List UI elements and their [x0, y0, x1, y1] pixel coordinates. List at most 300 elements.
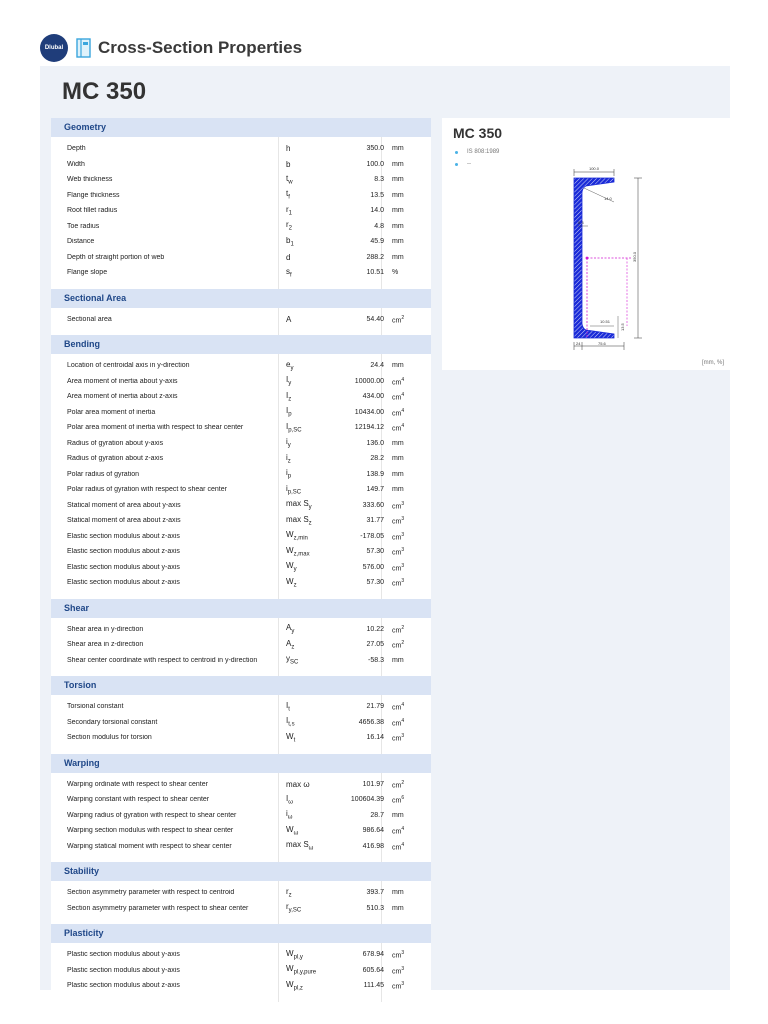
symbol-subscript: z — [288, 892, 292, 899]
property-description: Location of centroidal axis in y-direction — [67, 362, 190, 370]
property-symbol — [281, 732, 332, 744]
symbol-main: max ω — [286, 779, 310, 789]
unit-main: cm — [392, 983, 402, 991]
unit-main: mm — [392, 455, 404, 463]
dlubal-logo — [40, 34, 68, 62]
symbol-subscript: ω — [308, 846, 314, 853]
section-body — [51, 943, 431, 1002]
symbol-main: b — [286, 235, 291, 245]
property-description: Elastic section modulus about y-axis — [67, 563, 180, 571]
property-description: Section asymmetry parameter with respect to centroid — [67, 889, 235, 897]
property-value: 136.0 — [366, 439, 384, 447]
symbol-main: W — [286, 731, 294, 741]
property-symbol — [281, 780, 332, 789]
unit-main: mm — [392, 222, 404, 230]
section-header: Warping — [51, 754, 431, 773]
unit-superscript: 2 — [401, 624, 405, 631]
symbol-subscript: y — [308, 505, 312, 512]
property-value: 576.00 — [362, 563, 384, 571]
property-unit — [390, 362, 422, 369]
property-row — [51, 157, 431, 173]
symbol-main: I — [286, 421, 289, 431]
property-description: Warping section modulus with respect to shear center — [67, 827, 234, 835]
section-body — [51, 618, 431, 677]
property-row — [51, 482, 431, 498]
property-symbol — [281, 623, 332, 635]
unit-superscript: 3 — [401, 531, 405, 538]
property-row — [51, 715, 431, 731]
property-unit — [390, 223, 422, 230]
cross-section-drawing — [562, 166, 662, 356]
symbol-subscript: 2 — [288, 226, 293, 233]
property-symbol — [281, 160, 332, 169]
property-description: Toe radius — [67, 222, 100, 230]
preview-info-item: -- — [455, 158, 499, 170]
property-unit — [390, 423, 422, 432]
unit-main: cm — [392, 967, 402, 975]
section-body — [51, 773, 431, 863]
property-value: 13.5 — [370, 191, 384, 199]
property-description: Polar radius of gyration with respect to shear center — [67, 486, 227, 494]
symbol-main: s — [286, 266, 290, 276]
unit-main: mm — [392, 656, 404, 664]
symbol-subscript: p,SC — [287, 489, 302, 496]
property-symbol — [281, 515, 332, 527]
property-unit — [390, 733, 422, 742]
property-unit — [390, 657, 422, 664]
unit-main: cm — [392, 316, 402, 324]
symbol-subscript: z — [293, 582, 297, 589]
property-symbol — [281, 236, 332, 248]
property-row — [51, 792, 431, 808]
property-unit — [390, 578, 422, 587]
property-description: Torsional constant — [67, 703, 124, 711]
property-unit — [390, 905, 422, 912]
property-description: Polar radius of gyration — [67, 470, 139, 478]
unit-main: cm — [392, 425, 402, 433]
header — [40, 32, 302, 64]
unit-main: cm — [392, 642, 402, 650]
unit-superscript: 4 — [401, 407, 405, 414]
unit-superscript: 2 — [401, 314, 405, 321]
property-row — [51, 498, 431, 514]
property-description: Depth — [67, 145, 86, 153]
property-description: Area moment of inertia about z-axis — [67, 393, 178, 401]
property-row — [51, 234, 431, 250]
dim-left: 24 — [576, 341, 581, 346]
property-value: 605.64 — [362, 966, 384, 974]
symbol-subscript: y,SC — [288, 908, 302, 915]
property-value: 57.30 — [366, 579, 384, 587]
property-row — [51, 451, 431, 467]
preview-title: MC 350 — [453, 125, 503, 141]
property-row — [51, 420, 431, 436]
symbol-subscript: y — [287, 443, 291, 450]
property-row — [51, 374, 431, 390]
unit-main: cm — [392, 719, 402, 727]
symbol-subscript: f — [288, 195, 290, 202]
unit-superscript: 3 — [401, 562, 405, 569]
symbol-main: h — [286, 144, 291, 154]
symbol-subscript: z — [308, 520, 312, 527]
property-symbol — [281, 980, 332, 992]
property-description: Flange slope — [67, 269, 108, 277]
property-symbol — [281, 949, 332, 961]
symbol-subscript: f — [290, 272, 292, 279]
symbol-main: e — [286, 359, 291, 369]
property-unit — [390, 842, 422, 851]
symbol-main: I — [286, 793, 289, 803]
symbol-main: t — [286, 189, 289, 199]
property-value: 100604.39 — [350, 796, 384, 804]
property-value: -178.05 — [360, 532, 384, 540]
property-row — [51, 219, 431, 235]
property-value: 54.40 — [366, 315, 384, 323]
dim-flange: 14.0 — [604, 196, 612, 201]
unit-main: cm — [392, 533, 402, 541]
unit-main: cm — [392, 394, 402, 402]
property-row — [51, 560, 431, 576]
unit-main: mm — [392, 470, 404, 478]
content-panel — [40, 66, 730, 990]
property-unit — [390, 392, 422, 401]
dim-ey: 75.6 — [598, 341, 606, 346]
symbol-subscript: z,min — [293, 536, 308, 543]
symbol-subscript: 1 — [290, 241, 294, 248]
property-unit — [390, 455, 422, 462]
property-symbol — [281, 422, 332, 434]
symbol-main: i — [286, 437, 288, 447]
property-row — [51, 188, 431, 204]
property-value: 10000.00 — [354, 377, 384, 385]
property-value: 100.0 — [366, 160, 384, 168]
property-row — [51, 839, 431, 855]
property-description: Area moment of inertia about y-axis — [67, 377, 178, 385]
section-body — [51, 695, 431, 754]
symbol-main: W — [286, 576, 294, 586]
symbol-main: W — [286, 545, 294, 555]
symbol-subscript: z — [287, 458, 291, 465]
property-symbol — [281, 840, 332, 852]
symbol-main: W — [286, 824, 294, 834]
property-unit — [390, 950, 422, 959]
unit-main: cm — [392, 735, 402, 743]
property-row — [51, 513, 431, 529]
symbol-subscript: p,SC — [288, 427, 302, 434]
section-header: Sectional Area — [51, 289, 431, 308]
symbol-subscript: ω — [293, 830, 299, 837]
symbol-main: i — [286, 468, 288, 478]
property-unit — [390, 176, 422, 183]
symbol-subscript: p — [288, 412, 292, 419]
property-value: 28.7 — [370, 811, 384, 819]
symbol-main: d — [286, 252, 291, 262]
property-symbol — [281, 546, 332, 558]
unit-superscript: 3 — [401, 500, 405, 507]
property-row — [51, 203, 431, 219]
property-row — [51, 730, 431, 746]
property-row — [51, 544, 431, 560]
property-description: Width — [67, 160, 85, 168]
symbol-main: W — [286, 561, 294, 571]
symbol-main: W — [286, 964, 294, 974]
unit-superscript: 4 — [401, 392, 405, 399]
property-unit — [390, 486, 422, 493]
symbol-main: I — [286, 716, 289, 726]
property-unit — [390, 718, 422, 727]
property-row — [51, 529, 431, 545]
property-unit — [390, 812, 422, 819]
property-symbol — [281, 825, 332, 837]
property-unit — [390, 254, 422, 261]
property-value: 350.0 — [366, 145, 384, 153]
property-description: Elastic section modulus about z-axis — [67, 579, 180, 587]
property-row — [51, 978, 431, 994]
unit-main: cm — [392, 828, 402, 836]
property-symbol — [281, 391, 332, 403]
property-row — [51, 575, 431, 591]
symbol-main: I — [286, 700, 289, 710]
symbol-main: i — [286, 483, 288, 493]
unit-main: cm — [392, 952, 402, 960]
unit-superscript: 4 — [401, 423, 405, 430]
property-unit — [390, 377, 422, 386]
property-value: 986.64 — [362, 827, 384, 835]
property-description: Web thickness — [67, 176, 113, 184]
property-value: 10434.00 — [354, 408, 384, 416]
section-header: Geometry — [51, 118, 431, 137]
symbol-subscript: z — [291, 644, 295, 651]
property-unit — [390, 192, 422, 199]
property-unit — [390, 315, 422, 324]
units-label: [mm, %] — [702, 360, 724, 366]
property-row — [51, 358, 431, 374]
dim-height: 350.0 — [632, 251, 637, 262]
unit-main: cm — [392, 580, 402, 588]
symbol-main: I — [286, 375, 289, 385]
property-description: Radius of gyration about z-axis — [67, 455, 164, 463]
symbol-subscript: z — [288, 396, 292, 403]
symbol-subscript: t,s — [288, 722, 295, 729]
property-value: 416.98 — [362, 842, 384, 850]
property-symbol — [281, 453, 332, 465]
property-value: 21.79 — [366, 703, 384, 711]
property-value: 24.4 — [370, 362, 384, 370]
unit-main: mm — [392, 486, 404, 494]
property-description: Root fillet radius — [67, 207, 118, 215]
property-row — [51, 405, 431, 421]
section-header: Stability — [51, 862, 431, 881]
property-symbol — [281, 530, 332, 542]
property-symbol — [281, 499, 332, 511]
property-row — [51, 622, 431, 638]
property-symbol — [281, 360, 332, 372]
symbol-subscript: t — [288, 706, 290, 713]
unit-main: cm — [392, 409, 402, 417]
property-value: 4656.38 — [358, 718, 384, 726]
property-value: 4.8 — [374, 222, 384, 230]
unit-main: mm — [392, 904, 404, 912]
property-value: 57.30 — [366, 548, 384, 556]
property-value: 393.7 — [366, 889, 384, 897]
page-title: MC 350 — [62, 78, 147, 105]
property-description: Sectional area — [67, 315, 112, 323]
unit-superscript: 2 — [401, 640, 405, 647]
property-row — [51, 250, 431, 266]
unit-main: cm — [392, 781, 402, 789]
property-value: 31.77 — [366, 517, 384, 525]
symbol-subscript: y — [288, 381, 292, 388]
property-row — [51, 901, 431, 917]
preview-info-list — [455, 146, 499, 170]
property-value: 510.3 — [366, 904, 384, 912]
unit-main: mm — [392, 238, 404, 246]
symbol-subscript: z,max — [293, 551, 310, 558]
property-row — [51, 312, 431, 328]
symbol-subscript: ω — [288, 799, 293, 806]
unit-main: cm — [392, 502, 402, 510]
property-row — [51, 653, 431, 669]
unit-main: mm — [392, 145, 404, 153]
section-body — [51, 137, 431, 289]
property-description: Depth of straight portion of web — [67, 253, 165, 261]
symbol-main: I — [286, 390, 289, 400]
section-header: Bending — [51, 335, 431, 354]
property-description: Warping statical moment with respect to shear center — [67, 842, 232, 850]
preview-info-item: IS 808:1989 — [455, 146, 499, 158]
symbol-subscript: w — [288, 179, 293, 186]
unit-main: cm — [392, 564, 402, 572]
unit-main: mm — [392, 176, 404, 184]
property-value: 101.97 — [362, 780, 384, 788]
symbol-main: i — [286, 452, 288, 462]
unit-superscript: 3 — [401, 516, 405, 523]
symbol-subscript: SC — [290, 660, 299, 667]
property-description: Warping constant with respect to shear center — [67, 796, 210, 804]
property-description: Plastic section modulus about y-axis — [67, 966, 180, 974]
section-header: Plasticity — [51, 924, 431, 943]
symbol-subscript: p — [287, 474, 292, 481]
property-symbol — [281, 220, 332, 232]
symbol-main: max S — [286, 514, 309, 524]
symbol-subscript: pl,y,pure — [293, 970, 317, 977]
unit-superscript: 3 — [401, 547, 405, 554]
property-row — [51, 823, 431, 839]
property-unit — [390, 440, 422, 447]
unit-superscript: 4 — [401, 826, 405, 833]
property-description: Polar area moment of inertia — [67, 408, 156, 416]
property-value: 333.60 — [362, 501, 384, 509]
property-value: 28.2 — [370, 455, 384, 463]
symbol-main: r — [286, 220, 289, 230]
property-symbol — [281, 174, 332, 186]
section-body — [51, 881, 431, 924]
property-row — [51, 637, 431, 653]
unit-superscript: 4 — [401, 376, 405, 383]
property-description: Distance — [67, 238, 95, 246]
unit-superscript: 3 — [401, 733, 405, 740]
property-description: Statical moment of area about z-axis — [67, 517, 181, 525]
section-header: Shear — [51, 599, 431, 618]
property-symbol — [281, 701, 332, 713]
dim-web: 8.3 — [578, 220, 584, 225]
unit-main: cm — [392, 626, 402, 634]
property-unit — [390, 563, 422, 572]
unit-main: mm — [392, 160, 404, 168]
property-symbol — [281, 205, 332, 217]
property-value: 434.00 — [362, 393, 384, 401]
symbol-main: y — [286, 654, 290, 664]
unit-main: cm — [392, 704, 402, 712]
property-unit — [390, 501, 422, 510]
property-description: Shear area in y-direction — [67, 625, 144, 633]
unit-main: mm — [392, 811, 404, 819]
property-description: Warping radius of gyration with respect to shear center — [67, 811, 237, 819]
property-description: Polar area moment of inertia with respect to shear center — [67, 424, 244, 432]
app-title: Cross-Section Properties — [98, 38, 303, 57]
unit-main: mm — [392, 253, 404, 261]
property-value: 10.22 — [366, 625, 384, 633]
dim-width: 100.0 — [588, 166, 600, 171]
property-row — [51, 808, 431, 824]
property-unit — [390, 966, 422, 975]
property-symbol — [281, 144, 332, 153]
property-value: 149.7 — [366, 486, 384, 494]
property-value: 288.2 — [366, 253, 384, 261]
property-description: Section asymmetry parameter with respect to shear center — [67, 904, 249, 912]
property-symbol — [281, 577, 332, 589]
property-unit — [390, 795, 422, 804]
property-symbol — [281, 639, 332, 651]
property-symbol — [281, 964, 332, 976]
property-description: Elastic section modulus about z-axis — [67, 548, 180, 556]
property-row — [51, 436, 431, 452]
unit-main: mm — [392, 439, 404, 447]
unit-main: cm — [392, 378, 402, 386]
property-description: Statical moment of area about y-axis — [67, 501, 181, 509]
property-unit — [390, 269, 422, 276]
property-symbol — [281, 375, 332, 387]
property-unit — [390, 625, 422, 634]
logo-text: Dlubal — [44, 45, 64, 51]
property-symbol — [281, 794, 332, 806]
property-value: 678.94 — [362, 951, 384, 959]
unit-main: mm — [392, 362, 404, 370]
property-symbol — [281, 809, 332, 821]
property-value: 8.3 — [374, 176, 384, 184]
unit-superscript: 3 — [401, 950, 405, 957]
property-row — [51, 699, 431, 715]
unit-main: % — [392, 269, 399, 277]
unit-superscript: 3 — [401, 578, 405, 585]
symbol-main: max S — [286, 840, 309, 850]
symbol-main: A — [286, 314, 292, 324]
property-description: Flange thickness — [67, 191, 120, 199]
symbol-main: A — [286, 623, 292, 633]
property-value: 45.9 — [370, 238, 384, 246]
unit-main: mm — [392, 191, 404, 199]
bullet-icon — [455, 151, 458, 154]
property-symbol — [281, 654, 332, 666]
property-description: Secondary torsional constant — [67, 718, 158, 726]
property-row — [51, 467, 431, 483]
unit-superscript: 4 — [401, 717, 405, 724]
bullet-icon — [455, 163, 458, 166]
property-description: Warping ordinate with respect to shear center — [67, 780, 208, 788]
symbol-main: t — [286, 173, 289, 183]
property-unit — [390, 702, 422, 711]
property-value: 10.51 — [366, 269, 384, 277]
